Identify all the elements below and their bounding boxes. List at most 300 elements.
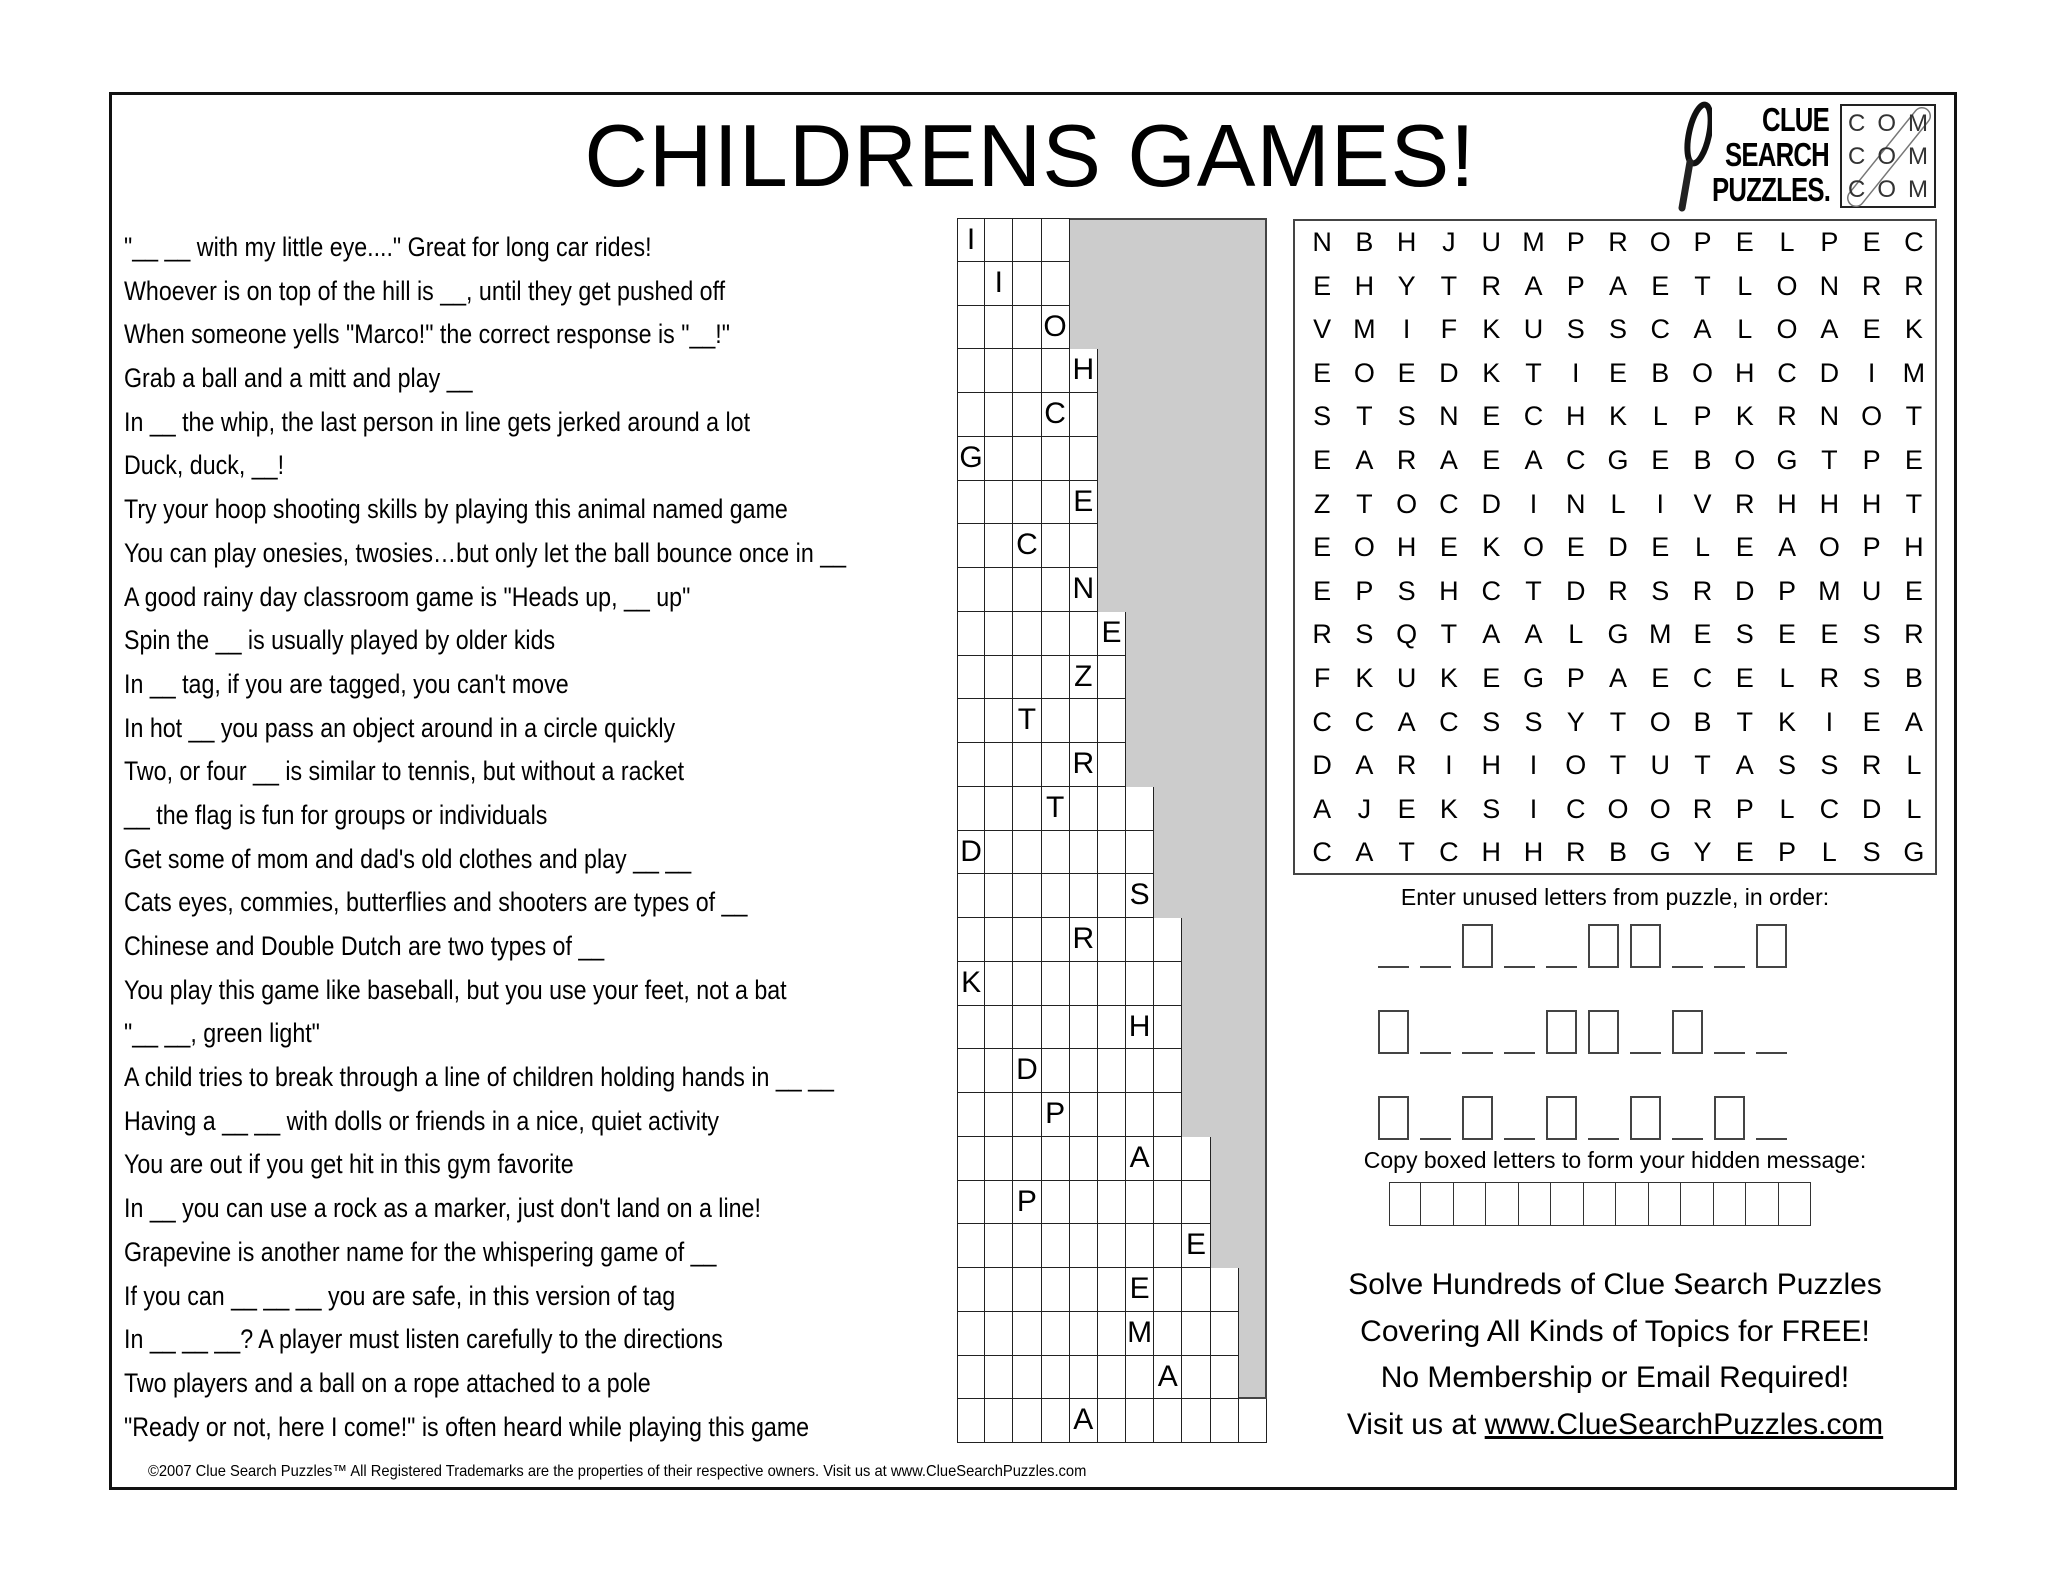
word-search-letter[interactable]: L: [1568, 619, 1584, 650]
answer-cell[interactable]: [1182, 1312, 1210, 1356]
word-search-letter[interactable]: L: [1695, 532, 1711, 563]
word-search-letter[interactable]: L: [1906, 793, 1922, 824]
word-search-letter[interactable]: G: [1649, 837, 1671, 868]
answer-cell[interactable]: [957, 306, 985, 350]
answer-cell[interactable]: R: [1070, 743, 1098, 787]
answer-cell[interactable]: [957, 1356, 985, 1400]
word-search-letter[interactable]: L: [1821, 837, 1837, 868]
hidden-message-box[interactable]: [1421, 1182, 1454, 1226]
word-search-letter[interactable]: C: [1819, 793, 1840, 824]
letter-slot[interactable]: [1420, 924, 1451, 968]
word-search-letter[interactable]: P: [1566, 227, 1585, 257]
word-search-letter[interactable]: E: [1566, 532, 1585, 563]
answer-cell[interactable]: [985, 393, 1013, 437]
answer-cell[interactable]: [1070, 393, 1098, 437]
answer-cell[interactable]: [985, 1312, 1013, 1356]
word-search-letter[interactable]: O: [1353, 532, 1375, 563]
answer-cell[interactable]: [1098, 699, 1126, 743]
word-search-letter[interactable]: A: [1355, 444, 1374, 475]
word-search-letter[interactable]: E: [1482, 401, 1501, 432]
word-search-letter[interactable]: K: [1355, 662, 1374, 693]
answer-cell[interactable]: [985, 1093, 1013, 1137]
answer-cell[interactable]: [1042, 874, 1070, 918]
answer-cell[interactable]: E: [1098, 612, 1126, 656]
word-search-letter[interactable]: S: [1862, 619, 1881, 650]
word-search-letter[interactable]: R: [1396, 750, 1417, 781]
boxed-letter-slot[interactable]: [1378, 1096, 1409, 1140]
boxed-letter-slot[interactable]: [1462, 924, 1493, 968]
answer-cell[interactable]: [1013, 787, 1041, 831]
answer-cell[interactable]: [1098, 874, 1126, 918]
answer-cell[interactable]: [985, 918, 1013, 962]
answer-cell[interactable]: [1042, 481, 1070, 525]
answer-cell[interactable]: [957, 262, 985, 306]
word-search-letter[interactable]: T: [1905, 488, 1923, 519]
word-search-letter[interactable]: H: [1861, 488, 1882, 519]
answer-cell[interactable]: [957, 1268, 985, 1312]
word-search-letter[interactable]: B: [1651, 357, 1670, 388]
word-search-letter[interactable]: S: [1524, 706, 1543, 737]
word-search-letter[interactable]: O: [1565, 750, 1587, 781]
answer-cell[interactable]: [1154, 1137, 1182, 1181]
word-search-letter[interactable]: H: [1396, 532, 1417, 563]
boxed-letter-slot[interactable]: [1714, 1096, 1745, 1140]
word-search-letter[interactable]: L: [1779, 793, 1795, 824]
letter-slot[interactable]: [1588, 1096, 1619, 1140]
letter-slot[interactable]: [1420, 1010, 1451, 1054]
answer-cell[interactable]: [1013, 393, 1041, 437]
answer-cell[interactable]: [985, 1181, 1013, 1225]
answer-cell[interactable]: [1013, 656, 1041, 700]
answer-cell[interactable]: [1098, 1181, 1126, 1225]
word-search-letter[interactable]: P: [1862, 532, 1881, 563]
word-search-letter[interactable]: A: [1397, 706, 1416, 737]
word-search-letter[interactable]: I: [1529, 793, 1538, 824]
answer-cell[interactable]: [1042, 612, 1070, 656]
answer-cell[interactable]: [985, 1049, 1013, 1093]
answer-cell[interactable]: N: [1070, 568, 1098, 612]
word-search-letter[interactable]: H: [1481, 750, 1501, 781]
word-search-letter[interactable]: T: [1398, 837, 1415, 868]
word-search-letter[interactable]: H: [1819, 488, 1840, 519]
letter-slot[interactable]: [1714, 1010, 1745, 1054]
answer-cell[interactable]: E: [1182, 1224, 1210, 1268]
word-search-letter[interactable]: H: [1565, 401, 1586, 432]
word-search-letter[interactable]: A: [1524, 444, 1543, 475]
answer-cell[interactable]: [1070, 1137, 1098, 1181]
answer-cell[interactable]: [957, 1399, 985, 1443]
word-search-letter[interactable]: I: [1571, 357, 1580, 388]
word-search-letter[interactable]: D: [1608, 532, 1628, 563]
answer-cell[interactable]: [1013, 349, 1041, 393]
answer-cell[interactable]: [1042, 1356, 1070, 1400]
word-search-letter[interactable]: D: [1819, 357, 1840, 388]
word-search-letter[interactable]: A: [1482, 619, 1501, 650]
word-search-letter[interactable]: C: [1312, 837, 1332, 868]
word-search-letter[interactable]: R: [1396, 444, 1417, 475]
answer-cell[interactable]: [1098, 962, 1126, 1006]
word-search-letter[interactable]: C: [1904, 227, 1924, 257]
answer-cell[interactable]: P: [1042, 1093, 1070, 1137]
answer-cell[interactable]: [1013, 831, 1041, 875]
word-search-letter[interactable]: R: [1735, 488, 1755, 519]
answer-cell[interactable]: D: [957, 831, 985, 875]
word-search-letter[interactable]: E: [1313, 444, 1332, 475]
word-search-letter[interactable]: B: [1693, 706, 1712, 737]
word-search-letter[interactable]: E: [1693, 619, 1712, 650]
word-search-letter[interactable]: P: [1778, 575, 1797, 606]
word-search-letter[interactable]: H: [1396, 227, 1417, 257]
answer-cell[interactable]: [1042, 524, 1070, 568]
letter-slot[interactable]: [1546, 924, 1577, 968]
answer-cell[interactable]: [985, 962, 1013, 1006]
word-search-letter[interactable]: E: [1313, 270, 1332, 301]
word-search-letter[interactable]: T: [1905, 401, 1923, 432]
word-search-letter[interactable]: U: [1650, 750, 1670, 781]
word-search-letter[interactable]: A: [1355, 750, 1374, 781]
answer-cell[interactable]: S: [1126, 874, 1154, 918]
word-search-letter[interactable]: L: [1737, 314, 1753, 345]
word-search-letter[interactable]: R: [1608, 575, 1628, 606]
letter-slot[interactable]: [1504, 924, 1535, 968]
word-search-letter[interactable]: K: [1778, 706, 1797, 737]
answer-cell[interactable]: [1154, 1399, 1182, 1443]
answer-cell[interactable]: [1070, 1181, 1098, 1225]
word-search-letter[interactable]: E: [1651, 444, 1670, 475]
answer-cell[interactable]: I: [985, 262, 1013, 306]
answer-cell[interactable]: [957, 524, 985, 568]
letter-slot[interactable]: [1756, 1096, 1787, 1140]
answer-cell[interactable]: [985, 1006, 1013, 1050]
answer-cell[interactable]: [957, 699, 985, 743]
word-search-letter[interactable]: K: [1439, 793, 1458, 824]
word-search-letter[interactable]: S: [1862, 662, 1881, 693]
word-search-letter[interactable]: C: [1439, 706, 1459, 737]
hidden-message-box[interactable]: [1389, 1182, 1421, 1226]
answer-cell[interactable]: T: [1042, 787, 1070, 831]
word-search-letter[interactable]: G: [1522, 662, 1544, 693]
word-search-letter[interactable]: O: [1776, 314, 1798, 345]
answer-cell[interactable]: [1182, 1268, 1210, 1312]
word-search-letter[interactable]: R: [1861, 270, 1882, 301]
answer-cell[interactable]: [985, 787, 1013, 831]
word-search-letter[interactable]: U: [1396, 662, 1417, 693]
answer-cell[interactable]: [985, 306, 1013, 350]
answer-cell[interactable]: [985, 349, 1013, 393]
answer-cell[interactable]: [1042, 918, 1070, 962]
word-search-letter[interactable]: Y: [1566, 706, 1585, 737]
answer-cell[interactable]: [1098, 1268, 1126, 1312]
answer-cell[interactable]: [1098, 1399, 1126, 1443]
word-search-letter[interactable]: T: [1525, 357, 1542, 388]
answer-cell[interactable]: [1154, 1224, 1182, 1268]
answer-cell[interactable]: [1182, 1137, 1210, 1181]
answer-cell[interactable]: [1013, 1399, 1041, 1443]
word-search-letter[interactable]: N: [1819, 270, 1840, 301]
word-search-letter[interactable]: E: [1439, 532, 1458, 563]
answer-cell[interactable]: H: [1126, 1006, 1154, 1050]
word-search-letter[interactable]: I: [1445, 750, 1453, 781]
word-search-letter[interactable]: A: [1693, 314, 1712, 345]
word-search-letter[interactable]: C: [1481, 575, 1501, 606]
answer-cell[interactable]: [957, 1137, 985, 1181]
word-search-letter[interactable]: S: [1397, 401, 1416, 432]
word-search-letter[interactable]: A: [1355, 837, 1374, 868]
word-search-letter[interactable]: I: [1867, 357, 1876, 388]
answer-cell[interactable]: [1042, 1268, 1070, 1312]
answer-cell[interactable]: [1126, 831, 1154, 875]
word-search-letter[interactable]: H: [1354, 270, 1375, 301]
answer-cell[interactable]: [1098, 1049, 1126, 1093]
answer-cell[interactable]: [1070, 787, 1098, 831]
word-search-letter[interactable]: E: [1735, 662, 1754, 693]
word-search-letter[interactable]: T: [1736, 706, 1754, 737]
word-search-letter[interactable]: A: [1313, 793, 1332, 824]
word-search-letter[interactable]: C: [1312, 706, 1332, 737]
answer-cell[interactable]: [985, 699, 1013, 743]
word-search-letter[interactable]: P: [1778, 837, 1797, 868]
word-search-letter[interactable]: E: [1862, 314, 1881, 345]
answer-cell[interactable]: [1098, 787, 1126, 831]
answer-cell[interactable]: [1126, 962, 1154, 1006]
word-search-letter[interactable]: A: [1439, 444, 1458, 475]
answer-cell[interactable]: [1126, 1181, 1154, 1225]
answer-cell[interactable]: [1013, 1268, 1041, 1312]
word-search-letter[interactable]: A: [1904, 706, 1923, 737]
word-search-letter[interactable]: R: [1904, 270, 1924, 301]
answer-cell[interactable]: [1126, 787, 1154, 831]
word-search-letter[interactable]: E: [1735, 227, 1754, 257]
word-search-letter[interactable]: R: [1481, 270, 1501, 301]
answer-cell[interactable]: [1098, 1312, 1126, 1356]
word-search-letter[interactable]: M: [1649, 619, 1672, 650]
word-search-letter[interactable]: O: [1818, 532, 1840, 563]
word-search-letter[interactable]: G: [1607, 444, 1629, 475]
word-search-letter[interactable]: J: [1357, 793, 1372, 824]
answer-cell[interactable]: [1013, 262, 1041, 306]
word-search-letter[interactable]: E: [1313, 532, 1332, 563]
answer-cell[interactable]: [1154, 962, 1182, 1006]
answer-cell[interactable]: [957, 481, 985, 525]
word-search-letter[interactable]: T: [1356, 488, 1373, 519]
answer-cell[interactable]: [1042, 349, 1070, 393]
answer-cell[interactable]: [1070, 1093, 1098, 1137]
word-search-letter[interactable]: H: [1439, 575, 1459, 606]
word-search-letter[interactable]: U: [1523, 314, 1544, 345]
hidden-message-box[interactable]: [1649, 1182, 1682, 1226]
word-search-letter[interactable]: H: [1777, 488, 1797, 519]
word-search-letter[interactable]: O: [1861, 401, 1883, 432]
boxed-letter-slot[interactable]: [1588, 924, 1619, 968]
word-search-letter[interactable]: T: [1356, 401, 1373, 432]
answer-cell[interactable]: [1154, 1181, 1182, 1225]
answer-cell[interactable]: [1098, 656, 1126, 700]
boxed-letter-slot[interactable]: [1630, 1096, 1661, 1140]
word-search-letter[interactable]: R: [1819, 662, 1840, 693]
word-search-letter[interactable]: N: [1819, 401, 1840, 432]
word-search-letter[interactable]: R: [1904, 619, 1924, 650]
answer-cell[interactable]: E: [1070, 481, 1098, 525]
answer-cell[interactable]: [957, 349, 985, 393]
word-search-letter[interactable]: C: [1650, 314, 1670, 345]
answer-cell[interactable]: [957, 1312, 985, 1356]
word-search-letter[interactable]: K: [1482, 532, 1501, 563]
answer-cell[interactable]: [985, 874, 1013, 918]
answer-cell[interactable]: [1042, 743, 1070, 787]
answer-cell[interactable]: [1013, 306, 1041, 350]
word-search-letter[interactable]: Y: [1693, 837, 1712, 868]
word-search-letter[interactable]: O: [1522, 532, 1544, 563]
answer-cell[interactable]: [1239, 1399, 1267, 1443]
word-search-letter[interactable]: S: [1397, 575, 1416, 606]
answer-cell[interactable]: [1098, 1006, 1126, 1050]
answer-cell[interactable]: [1013, 218, 1041, 262]
word-search-letter[interactable]: B: [1904, 662, 1923, 693]
word-search-letter[interactable]: S: [1608, 314, 1627, 345]
word-search-letter[interactable]: C: [1565, 793, 1586, 824]
word-search-letter[interactable]: S: [1566, 314, 1585, 345]
word-search-letter[interactable]: O: [1649, 706, 1671, 737]
answer-cell[interactable]: I: [957, 218, 985, 262]
word-search-letter[interactable]: S: [1820, 750, 1839, 781]
answer-cell[interactable]: [1126, 918, 1154, 962]
word-search-letter[interactable]: O: [1649, 227, 1671, 257]
word-search-letter[interactable]: H: [1904, 532, 1924, 563]
answer-cell[interactable]: [1126, 1356, 1154, 1400]
word-search-letter[interactable]: B: [1608, 837, 1627, 868]
answer-cell[interactable]: [1013, 1224, 1041, 1268]
answer-cell[interactable]: [957, 743, 985, 787]
answer-cell[interactable]: [1042, 831, 1070, 875]
answer-cell[interactable]: [1070, 831, 1098, 875]
answer-cell[interactable]: [985, 437, 1013, 481]
answer-cell[interactable]: [1070, 612, 1098, 656]
answer-cell[interactable]: [957, 1006, 985, 1050]
answer-cell[interactable]: [957, 1181, 985, 1225]
word-search-letter[interactable]: A: [1820, 314, 1839, 345]
letter-slot[interactable]: [1378, 924, 1409, 968]
answer-cell[interactable]: G: [957, 437, 985, 481]
hidden-message-box[interactable]: [1681, 1182, 1714, 1226]
word-search-letter[interactable]: P: [1735, 793, 1754, 824]
answer-cell[interactable]: A: [1154, 1356, 1182, 1400]
word-search-letter[interactable]: D: [1861, 793, 1882, 824]
word-search-letter[interactable]: S: [1355, 619, 1374, 650]
answer-cell[interactable]: P: [1013, 1181, 1041, 1225]
word-search-letter[interactable]: R: [1312, 619, 1332, 650]
answer-cell[interactable]: [1211, 1356, 1239, 1400]
answer-cell[interactable]: [1013, 874, 1041, 918]
hidden-message-box[interactable]: [1454, 1182, 1487, 1226]
word-search-letter[interactable]: C: [1439, 837, 1459, 868]
word-search-letter[interactable]: E: [1397, 793, 1416, 824]
answer-cell[interactable]: [985, 1137, 1013, 1181]
word-search-letter[interactable]: E: [1820, 619, 1839, 650]
boxed-letter-slot[interactable]: [1756, 924, 1787, 968]
answer-cell[interactable]: [1154, 1093, 1182, 1137]
answer-cell[interactable]: [1126, 1399, 1154, 1443]
word-search-letter[interactable]: E: [1313, 357, 1332, 388]
word-search-letter[interactable]: T: [1525, 575, 1542, 606]
word-search-letter[interactable]: P: [1820, 227, 1839, 257]
answer-cell[interactable]: D: [1013, 1049, 1041, 1093]
answer-cell[interactable]: [985, 481, 1013, 525]
answer-cell[interactable]: [1013, 1312, 1041, 1356]
word-search-letter[interactable]: H: [1735, 357, 1755, 388]
word-search-letter[interactable]: O: [1607, 793, 1629, 824]
word-search-letter[interactable]: V: [1313, 314, 1332, 345]
answer-cell[interactable]: [1042, 1181, 1070, 1225]
answer-cell[interactable]: [1211, 1312, 1239, 1356]
word-search-letter[interactable]: T: [1440, 619, 1458, 650]
letter-slot[interactable]: [1504, 1096, 1535, 1140]
answer-cell[interactable]: [957, 787, 985, 831]
word-search-letter[interactable]: B: [1693, 444, 1712, 475]
word-search-letter[interactable]: L: [1737, 270, 1753, 301]
answer-cell[interactable]: [1098, 743, 1126, 787]
answer-cell[interactable]: [957, 874, 985, 918]
word-search-letter[interactable]: T: [1694, 750, 1711, 781]
word-search-letter[interactable]: D: [1735, 575, 1755, 606]
answer-cell[interactable]: A: [1070, 1399, 1098, 1443]
word-search-letter[interactable]: Z: [1313, 488, 1331, 519]
word-search-letter[interactable]: S: [1778, 750, 1797, 781]
word-search-letter[interactable]: L: [1652, 401, 1668, 432]
answer-cell[interactable]: [1070, 1006, 1098, 1050]
answer-cell[interactable]: [1042, 262, 1070, 306]
word-search-letter[interactable]: T: [1609, 706, 1627, 737]
word-search-letter[interactable]: N: [1439, 401, 1459, 432]
word-search-letter[interactable]: A: [1524, 270, 1543, 301]
word-search-letter[interactable]: K: [1482, 314, 1501, 345]
word-search-letter[interactable]: S: [1482, 706, 1501, 737]
answer-cell[interactable]: [1013, 1006, 1041, 1050]
letter-slot[interactable]: [1756, 1010, 1787, 1054]
answer-cell[interactable]: [985, 524, 1013, 568]
word-search-letter[interactable]: E: [1735, 532, 1754, 563]
word-search-letter[interactable]: T: [1440, 270, 1458, 301]
word-search-letter[interactable]: R: [1777, 401, 1797, 432]
word-search-letter[interactable]: C: [1777, 357, 1797, 388]
word-search-letter[interactable]: O: [1692, 357, 1714, 388]
word-search-letter[interactable]: C: [1354, 706, 1375, 737]
word-search-letter[interactable]: C: [1523, 401, 1544, 432]
word-search-letter[interactable]: R: [1565, 837, 1586, 868]
word-search-letter[interactable]: D: [1312, 750, 1332, 781]
hidden-message-box[interactable]: [1519, 1182, 1552, 1226]
word-search-letter[interactable]: P: [1566, 270, 1585, 301]
answer-cell[interactable]: [1070, 524, 1098, 568]
word-search-letter[interactable]: F: [1313, 662, 1331, 693]
answer-cell[interactable]: [1182, 1356, 1210, 1400]
letter-slot[interactable]: [1420, 1096, 1451, 1140]
word-search-letter[interactable]: R: [1692, 575, 1713, 606]
answer-cell[interactable]: [1098, 1137, 1126, 1181]
boxed-letter-slot[interactable]: [1672, 1010, 1703, 1054]
answer-cell[interactable]: [957, 1093, 985, 1137]
word-search-letter[interactable]: V: [1693, 488, 1712, 519]
answer-cell[interactable]: [1182, 1181, 1210, 1225]
word-search-letter[interactable]: A: [1778, 532, 1797, 563]
word-search-letter[interactable]: O: [1734, 444, 1756, 475]
answer-cell[interactable]: [1070, 1356, 1098, 1400]
word-search-letter[interactable]: R: [1608, 227, 1628, 257]
answer-cell[interactable]: [1154, 1312, 1182, 1356]
answer-cell[interactable]: [1070, 437, 1098, 481]
hidden-message-box[interactable]: [1486, 1182, 1519, 1226]
word-search-letter[interactable]: L: [1779, 662, 1795, 693]
answer-cell[interactable]: [1042, 962, 1070, 1006]
